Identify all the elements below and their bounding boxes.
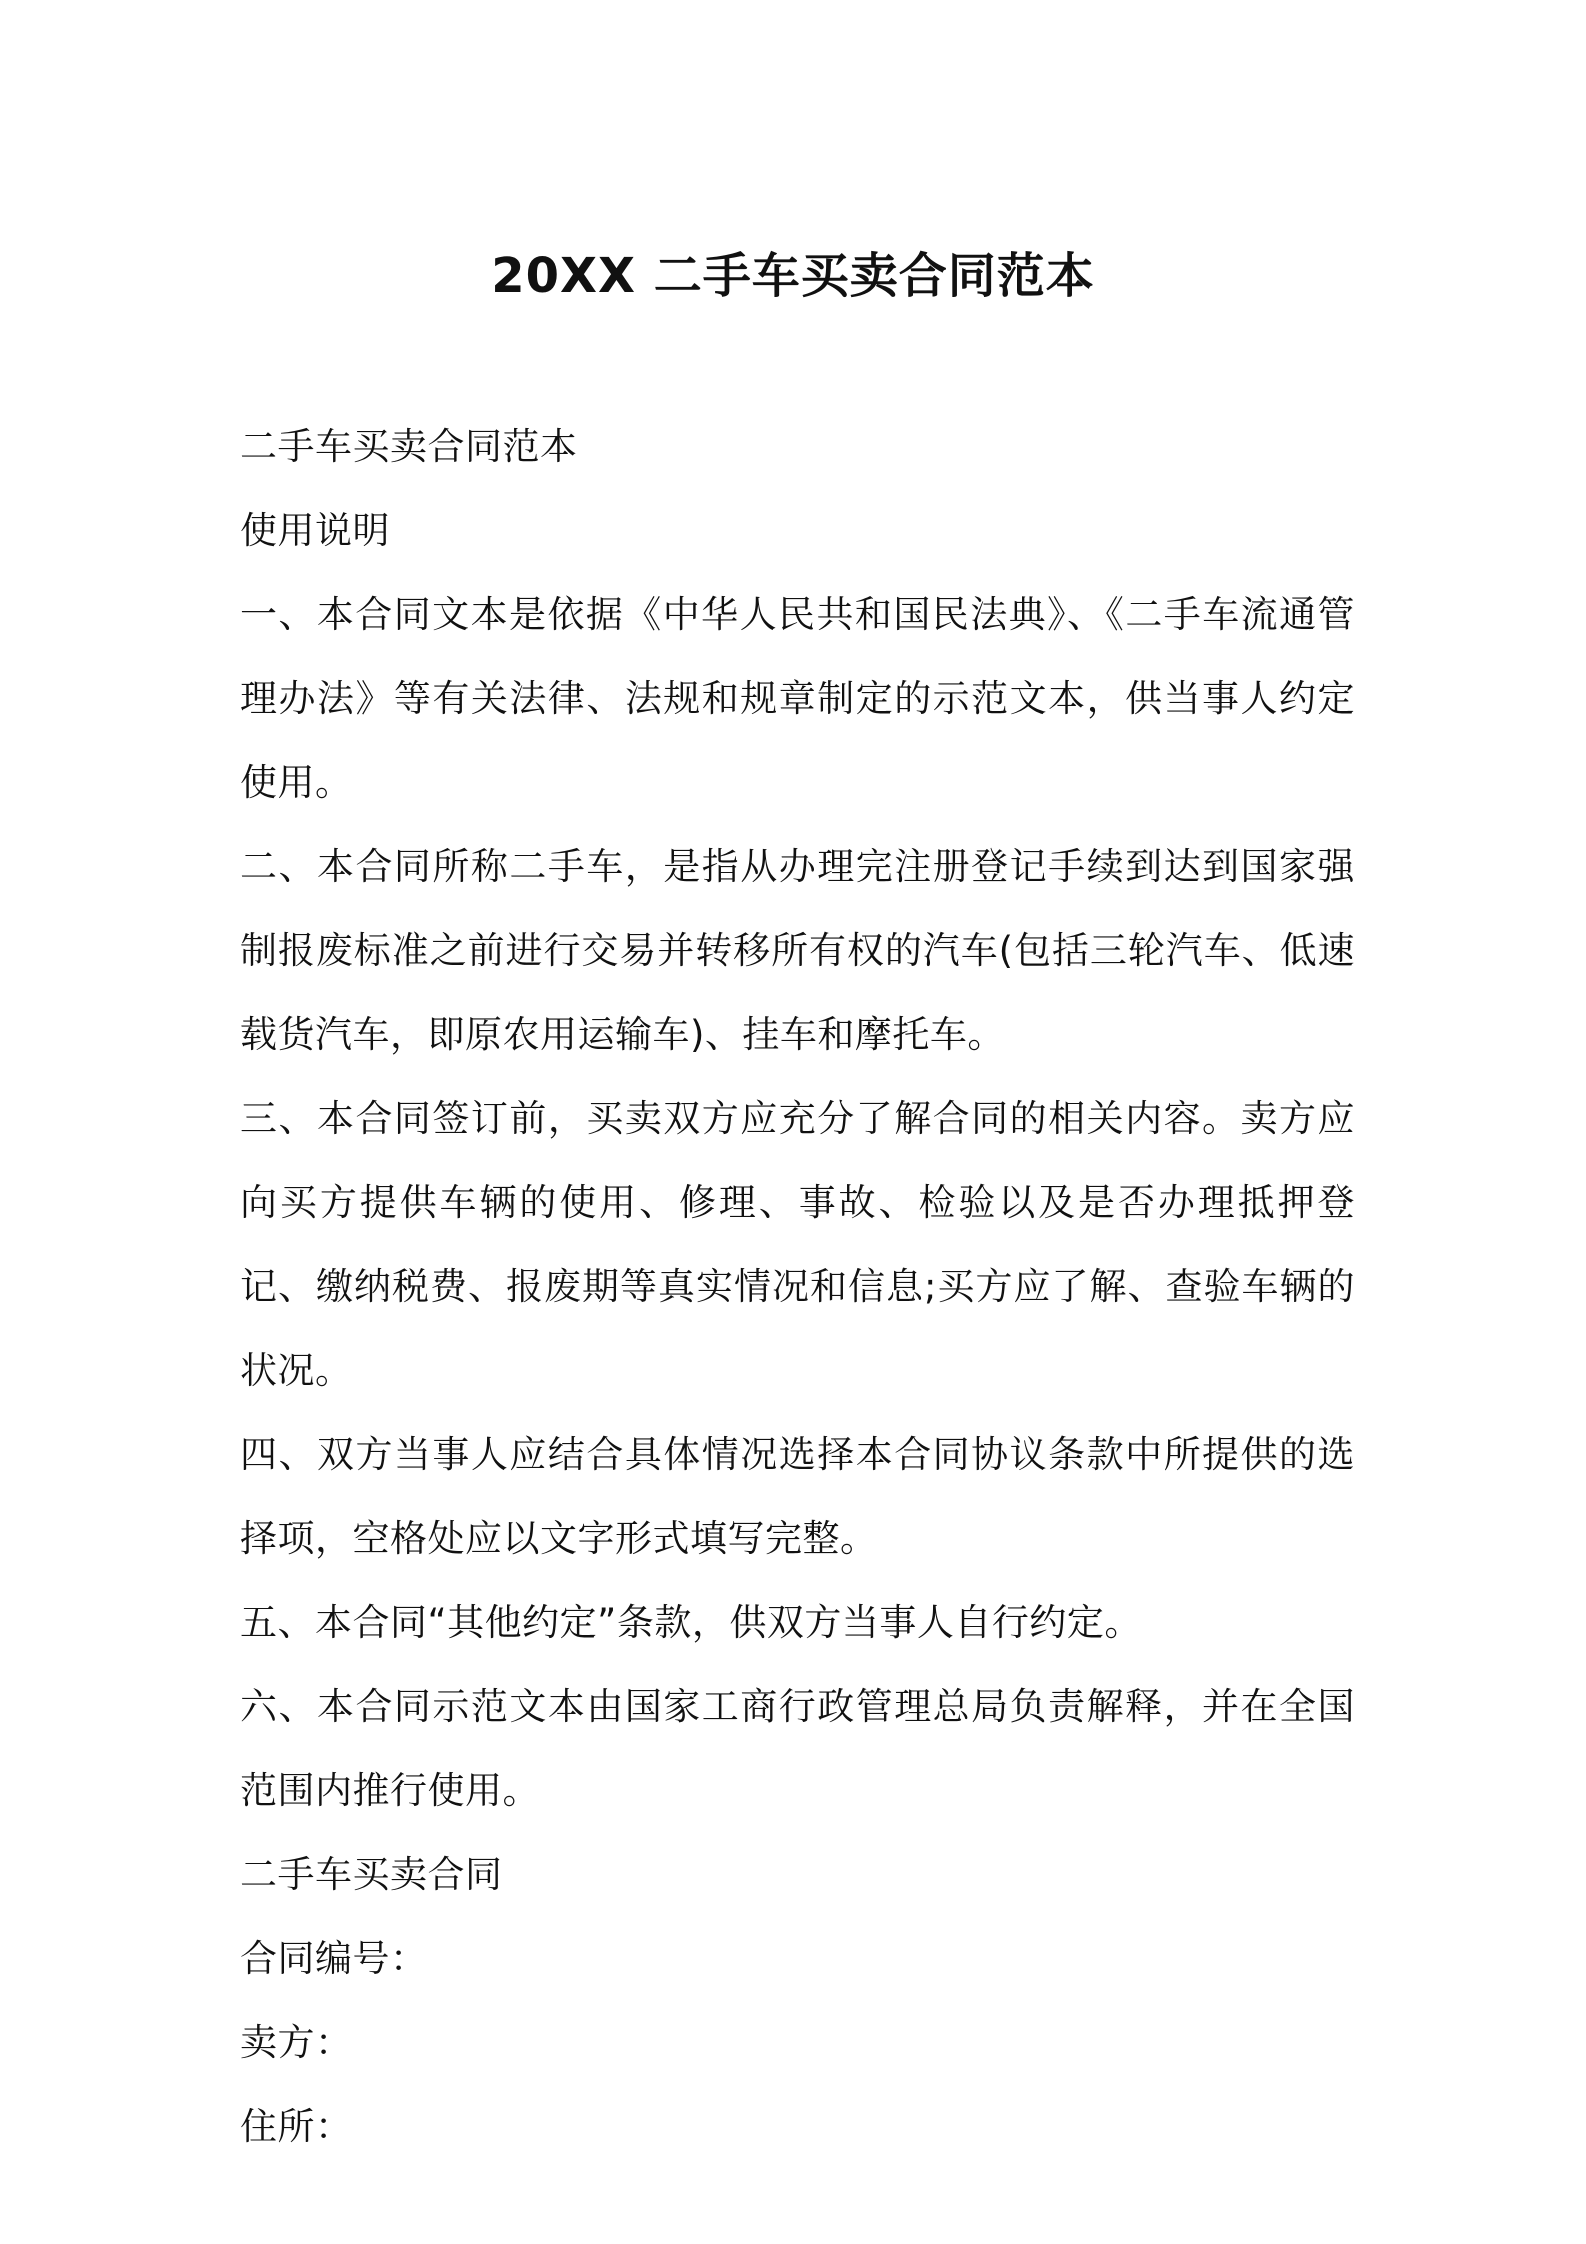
contract-heading: 二手车买卖合同范本 — [240, 425, 578, 468]
usage-note-3: 三、本合同签订前，买卖双方应充分了解合同的相关内容。卖方应向买方提供车辆的使用、修理、事故、检验以及是否办理抵押登记、缴纳税费、报废期等真实情况和信息;买方应了解、查验车辆的状况。 — [240, 1097, 1355, 1392]
seller-label: 卖方： — [240, 2021, 353, 2064]
document-title: 20XX 二手车买卖合同范本 — [491, 248, 1095, 305]
usage-note-6: 六、本合同示范文本由国家工商行政管理总局负责解释，并在全国范围内推行使用。 — [240, 1685, 1355, 1812]
usage-note-1: 一、本合同文本是依据《中华人民共和国民法典》、《二手车流通管理办法》等有关法律、法规和规章制定的示范文本，供当事人约定使用。 — [240, 593, 1355, 804]
address-label: 住所： — [240, 2105, 353, 2148]
usage-note-5: 五、本合同“其他约定”条款，供双方当事人自行约定。 — [240, 1601, 1142, 1644]
usage-note-4: 四、双方当事人应结合具体情况选择本合同协议条款中所提供的选择项，空格处应以文字形式填写完整。 — [240, 1433, 1355, 1560]
document-body — [240, 405, 1355, 2169]
contract-number-label: 合同编号： — [240, 1937, 428, 1980]
usage-note-2: 二、本合同所称二手车，是指从办理完注册登记手续到达到国家强制报废标准之前进行交易并转移所有权的汽车(包括三轮汽车、低速载货汽车，即原农用运输车)、挂车和摩托车。 — [240, 845, 1355, 1056]
contract-title: 二手车买卖合同 — [240, 1853, 503, 1896]
usage-notes-heading: 使用说明 — [240, 509, 390, 552]
